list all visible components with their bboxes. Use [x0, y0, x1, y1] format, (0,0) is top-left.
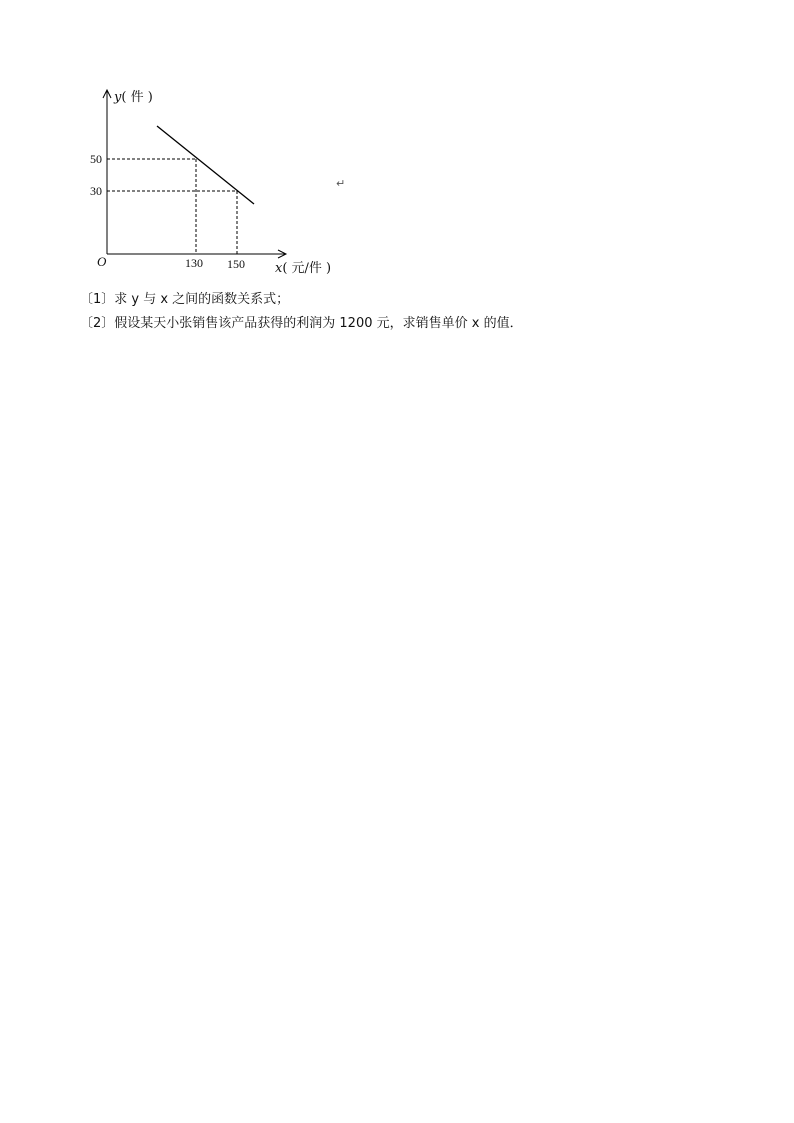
- y-axis-title: [114, 86, 153, 105]
- y-tick-50: 50: [90, 152, 102, 166]
- paragraph-return-mark: ↵: [336, 177, 346, 190]
- x-tick-150: 150: [227, 257, 245, 271]
- function-graph: [80, 80, 370, 280]
- function-line: [157, 126, 254, 204]
- x-axis-title: [275, 257, 331, 276]
- x-unit: ( 元/件 ): [282, 261, 332, 276]
- y-tick-30: 30: [90, 184, 102, 198]
- question-1: 〔1〕求 y 与 x 之间的函数关系式；: [80, 292, 290, 307]
- question-2: 〔2〕假设某天小张销售该产品获得的利润为 1200 元，求销售单价 x 的值．: [80, 316, 523, 331]
- question-list: [80, 288, 720, 336]
- x-var: x: [275, 261, 283, 276]
- y-unit: ( 件 ): [121, 90, 153, 105]
- origin-label: O: [97, 254, 107, 269]
- x-tick-130: 130: [185, 256, 203, 270]
- y-var: y: [114, 90, 122, 105]
